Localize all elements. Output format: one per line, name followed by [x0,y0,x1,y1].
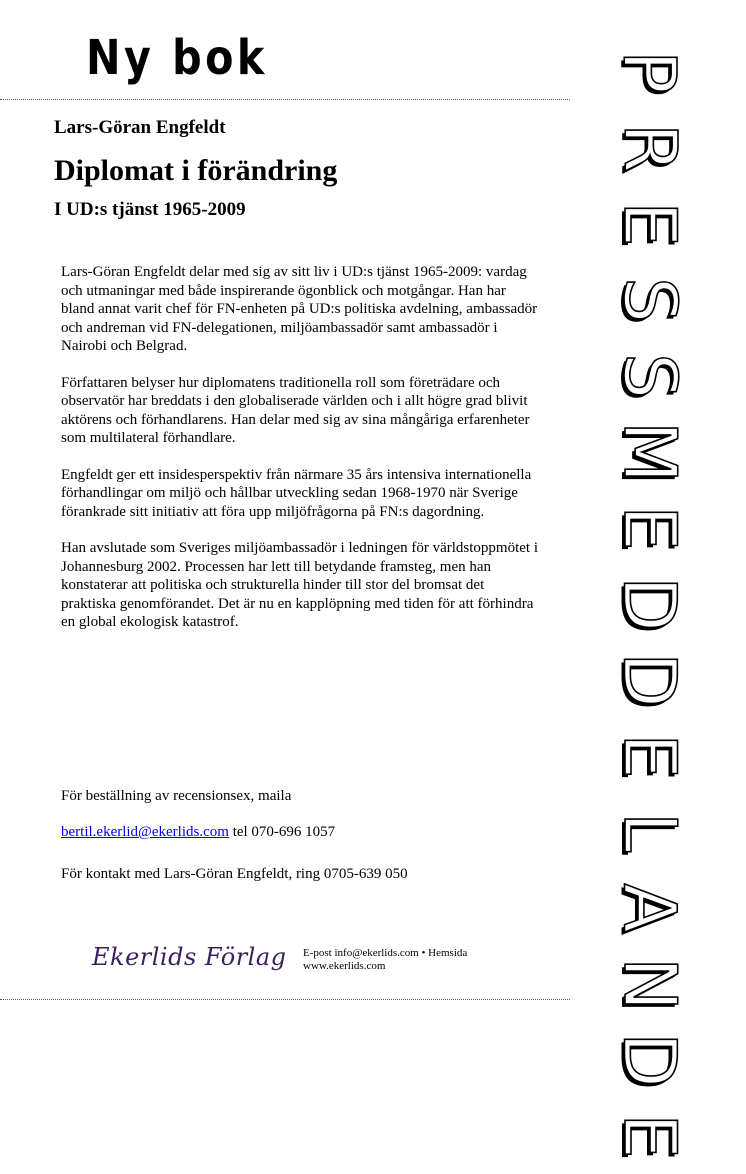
phone-text: tel 070-696 1057 [228,824,336,840]
press-release-banner [585,34,715,1159]
book-author: Lars-Göran Engfeldt [54,117,226,138]
banner-letter: L [608,811,692,853]
email-link[interactable]: bertil.ekerlid@ekerlids.com [61,824,229,840]
footer-info [303,947,467,973]
paragraph: Författaren belyser hur diplomatens traditionella roll som företrädare och observatör har breddats i den globaliserade världen och i allt högre grad blivit aktörens och förhandlarens. Han delar med sig av sina mångåriga erfarenheter som multilateral förhandlare. [61,374,530,446]
banner-letter: D [607,652,692,708]
book-title: Diplomat i förändring [54,154,338,187]
banner-letter: E [608,201,692,247]
banner-letter: P [607,50,692,94]
footer-email-line: E-post info@ekerlids.com • Hemsida [303,947,468,959]
banner-letter: E [608,505,692,551]
banner-letter: A [607,883,692,933]
banner-letter: R [608,122,692,174]
banner-letter: D [607,576,692,632]
paragraph: Han avslutade som Sveriges miljöambassadör i ledningen för världstoppmötet i Johannesburg 2002. Processen har lett till betydande framsteg, men han konstaterar att politiska och strukturella hinder till stor del bromsat det praktiska genomförandet. Det är nu en kapplöpning med tiden för att förhindra en global ekologisk katastrof. [61,540,538,630]
publisher-logo: Ekerlids Förlag [92,943,287,971]
banner-letter: M [608,420,692,484]
press-release-body [61,263,541,650]
paragraph: Engfeldt ger ett insidesperspektiv från närmare 35 års intensiva internationella förhandlingar om miljö och hållbar utveckling sedan 1968-1970 när Sverige förankrade sitt initiativ att föra upp miljöfrågorna på FN:s dagordning. [61,466,532,520]
bottom-divider [0,999,570,1000]
paragraph: Lars-Göran Engfeldt delar med sig av sitt liv i UD:s tjänst 1965-2009: vardag och utmaningar med både inspirerande ögonblick och motgångar. Han har bland annat varit chef för FN-enheten på UD:s politiska avdelning, ambassadör och andreman vid FN-delegationen, miljöambassadör samt ambassadör i Nairobi och Belgrad. [61,264,538,354]
banner-letter: E [608,733,692,779]
footer-website-line: www.ekerlids.com [303,960,386,972]
banner-letter: N [607,957,692,1011]
order-text: För beställning av recensionsex, maila [61,788,292,804]
banner-letter: S [607,353,692,399]
banner-letter: E [608,1113,692,1159]
banner-letter: S [607,277,692,323]
book-subtitle: I UD:s tjänst 1965-2009 [54,199,246,220]
top-divider [0,99,570,100]
banner-letter-stack [585,34,715,1174]
author-contact-text: För kontakt med Lars-Göran Engfeldt, ring 0705-639 050 [61,866,408,882]
email-contact-line [61,824,335,841]
banner-letter: D [607,1032,692,1088]
page-header-title: Ny bok [86,30,268,86]
